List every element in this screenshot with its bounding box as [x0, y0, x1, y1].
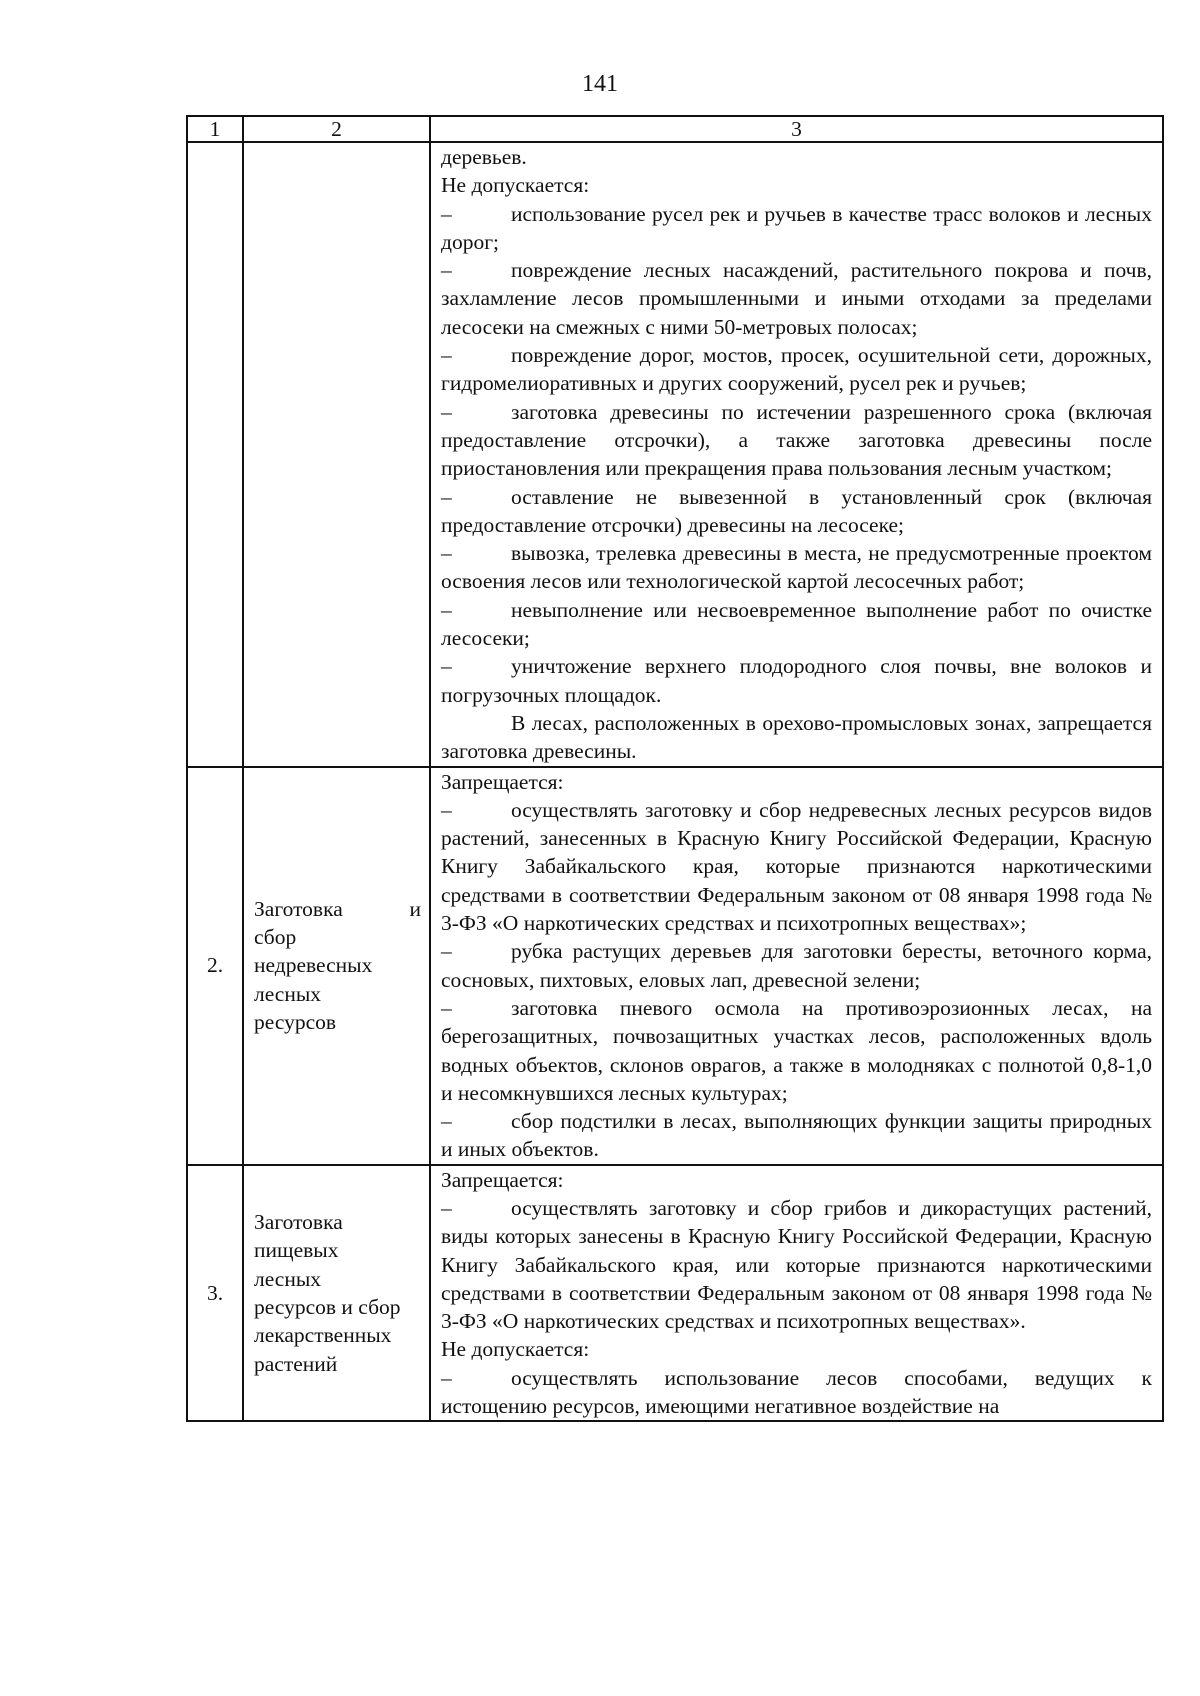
content-subheading: Не допускается: — [441, 173, 590, 198]
list-item — [441, 652, 1152, 709]
list-item — [441, 539, 1152, 596]
row-name-cell — [243, 1165, 430, 1422]
list-item-text: заготовка пневого осмола на противоэрозионных лесах, на берегозащитных, почвозащитных участках лесов, расположенных вдоль водных объектов, склонов оврагов, а также в молодняках с полнотой 0,8-1,0 и несомкнувшихся лесных культурах; — [441, 995, 1152, 1105]
list-dash: – — [441, 258, 452, 283]
list-item — [441, 341, 1152, 398]
regulations-table — [186, 115, 1164, 1422]
row-name-line: ресурсов и сбор — [254, 1295, 401, 1320]
row-name-line: лесных — [254, 981, 322, 1006]
page-number: 141 — [582, 71, 618, 97]
list-item-text: осуществлять заготовку и сбор недревесных лесных ресурсов видов растений, занесенных в Красную Книгу Российской Федерации, Красную Книгу Забайкальского края, которые признаются наркотическими средствами в соответствии Федеральным законом от 08 января 1998 года № 3-ФЗ «О наркотических средствах и психотропных веществах»; — [441, 797, 1152, 936]
list-dash: – — [441, 654, 452, 679]
header-col-1: 1 — [187, 116, 243, 142]
row-number-cell: 3. — [187, 1165, 243, 1422]
list-item — [441, 398, 1152, 483]
content-intro: деревьев. — [441, 145, 527, 169]
list-item-text: невыполнение или несвоевременное выполнение работ по очистке лесосеки; — [441, 597, 1152, 651]
table-row — [187, 142, 1163, 767]
row-name-line: Заготовка — [254, 1210, 343, 1235]
list-item — [441, 1194, 1152, 1335]
list-dash: – — [441, 939, 452, 964]
list-item-text: уничтожение верхнего плодородного слоя почвы, вне волоков и погрузочных площадок. — [441, 654, 1152, 707]
list-item-text: сбор подстилки в лесах, выполняющих функции защиты природных и иных объектов. — [441, 1109, 1152, 1162]
row-content-cell — [430, 767, 1163, 1165]
list-dash: – — [441, 995, 452, 1020]
list-dash: – — [441, 797, 452, 822]
list-item — [441, 1364, 1152, 1421]
content-subheading-2: Не допускается: — [441, 1337, 590, 1362]
content-closing: В лесах, расположенных в орехово-промысловых зонах, запрещается заготовка древесины. — [441, 710, 1152, 764]
list-item-text: осуществлять заготовку и сбор грибов и дикорастущих растений, виды которых занесены в Красную Книгу Российской Федерации, Красную Книгу Забайкальского края, или которые признаются наркотическими средствами в соответствии Федеральным законом от 08 января 1998 года № 3-ФЗ «О наркотических средствах и психотропных веществах». — [441, 1195, 1152, 1334]
content-subheading: Запрещается: — [441, 1167, 564, 1192]
list-dash: – — [441, 399, 452, 424]
content-subheading: Запрещается: — [441, 769, 564, 794]
list-item — [441, 596, 1152, 653]
row-name-line: ресурсов — [254, 1010, 337, 1035]
list-item — [441, 994, 1152, 1107]
row-name-line: лесных — [254, 1266, 322, 1291]
list-item-text: заготовка древесины по истечении разрешенного срока (включая предоставление отсрочки), а также заготовка древесины после приостановления или прекращения права пользования лесным участком; — [441, 399, 1152, 481]
row-name-line: Заготовка и — [254, 896, 421, 921]
header-col-2: 2 — [243, 116, 430, 142]
list-item — [441, 937, 1152, 994]
row-content-cell — [430, 1165, 1163, 1422]
list-item — [441, 1107, 1152, 1164]
list-dash: – — [441, 1365, 452, 1390]
header-col-3: 3 — [430, 116, 1163, 142]
list-item-text: оставление не вывезенной в установленный срок (включая предоставление отсрочки) древесины на лесосеке; — [441, 484, 1152, 537]
row-name-line: растений — [254, 1351, 338, 1376]
list-item-text: вывозка, трелевка древесины в места, не предусмотренные проектом освоения лесов или технологической картой лесосечных работ; — [441, 541, 1152, 594]
list-item-text: рубка растущих деревьев для заготовки бересты, веточного корма, сосновых, пихтовых, еловых лап, древесной зелени; — [441, 939, 1152, 992]
content-items — [441, 796, 1152, 1164]
table-row — [187, 767, 1163, 1165]
row-name — [254, 1208, 421, 1378]
content-items — [441, 1194, 1152, 1335]
content-items — [441, 200, 1152, 709]
row-name — [254, 895, 421, 1036]
row-name-line: сбор — [254, 925, 297, 950]
list-item-text: повреждение дорог, мостов, просек, осушительной сети, дорожных, гидромелиоративных и других сооружений, русел рек и ручьев; — [441, 343, 1152, 396]
list-dash: – — [441, 541, 452, 566]
list-dash: – — [441, 484, 452, 509]
row-name-cell — [243, 767, 430, 1165]
list-dash: – — [441, 201, 452, 226]
list-item — [441, 200, 1152, 257]
row-name-line: недревесных — [254, 953, 373, 978]
list-item-text: использование русел рек и ручьев в качестве трасс волоков и лесных дорог; — [441, 201, 1152, 254]
list-item-text: повреждение лесных насаждений, растительного покрова и почв, захламление лесов промышленными и иными отходами за пределами лесосеки на смежных с ними 50-метровых полосах; — [441, 258, 1152, 339]
row-name-cell — [243, 142, 430, 767]
row-number-cell — [187, 142, 243, 767]
list-item — [441, 256, 1152, 341]
list-dash: – — [441, 1109, 452, 1134]
row-name-line: лекарственных — [254, 1323, 392, 1348]
row-number-cell: 2. — [187, 767, 243, 1165]
content-items-2 — [441, 1364, 1152, 1421]
list-dash: – — [441, 1195, 452, 1220]
table-row — [187, 1165, 1163, 1422]
table-header-row — [187, 116, 1163, 142]
list-item-text: осуществлять использование лесов способами, ведущих к истощению ресурсов, имеющими негативное воздействие на — [441, 1365, 1152, 1419]
list-item — [441, 796, 1152, 937]
row-name-line: пищевых — [254, 1238, 339, 1263]
list-dash: – — [441, 343, 452, 368]
row-content-cell — [430, 142, 1163, 767]
list-item — [441, 483, 1152, 540]
list-dash: – — [441, 597, 452, 622]
